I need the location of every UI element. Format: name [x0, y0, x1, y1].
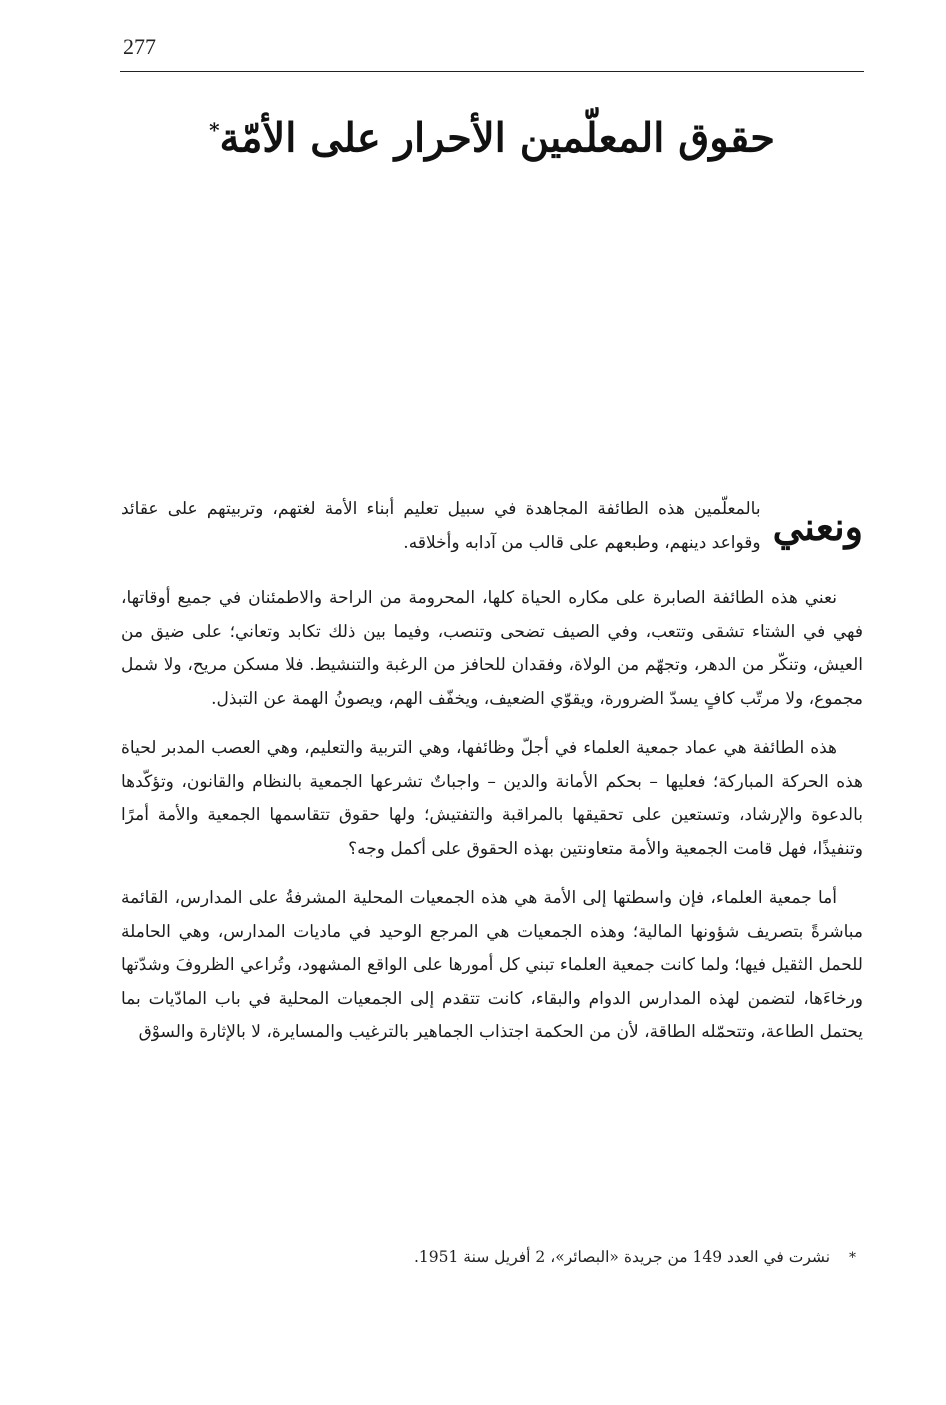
page-number: 277 — [123, 34, 156, 59]
footnote-text: نشرت في العدد 149 من جريدة «البصائر»، 2 أفريل سنة 1951. — [413, 1248, 831, 1266]
footnote — [120, 1242, 856, 1273]
lead-block — [121, 493, 863, 560]
article-title — [120, 100, 864, 168]
paragraph-1: نعني هذه الطائفة الصابرة على مكاره الحياة كلها، المحرومة من الراحة والاطمئنان في جميع أوقاتها، فهي في الشتاء تشقى وتتعب، وفي الصيف تضحى وتنصب، وفيما بين ذلك تكابد وتعاني؛ على ضيق من العيش، وتنكّر من الدهر، وتجهّم من الولاة، وفقدان للحافز من الرغبة والتنشيط. فلا مسكن مريح، ولا شمل مجموع، ولا مرتّب كافٍ يسدّ الضرورة، ويقوّي الضعيف، ويخفّف الهم، ويصونُ الهمة عن التبذل. — [121, 588, 863, 709]
header-rule — [120, 71, 864, 72]
footnote-mark: * — [849, 1250, 856, 1266]
lead-word: ونعني — [772, 504, 863, 549]
paragraph-2: هذه الطائفة هي عماد جمعية العلماء في أجلّ وظائفها، وهي التربية والتعليم، وهي العصب المدبر لحياة هذه الحركة المباركة؛ فعليها – بحكم الأمانة والدين – واجباتٌ تشرعها الجمعية بالنظام والقانون، وتؤكّدها بالدعوة والإرشاد، وتستعين على تحقيقها بالمراقبة والتفتيش؛ ولها حقوق تتقاسمها الجمعية والأمة أمرًا وتنفيذًا، فهل قامت الجمعية والأمة متعاونتين بهذه الحقوق على أكمل وجه؟ — [121, 738, 863, 859]
lead-text: بالمعلّمين هذه الطائفة المجاهدة في سبيل تعليم أبناء الأمة لغتهم، وتربيتهم على عقائد وقواعد دينهم، وطبعهم على قالب من آدابه وأخلاقه. — [121, 499, 761, 553]
article-title-text: حقوق المعلّمين الأحرار على الأمّة — [219, 114, 775, 162]
paragraph-3: أما جمعية العلماء، فإن واسطتها إلى الأمة هي هذه الجمعيات المحلية المشرفةُ على المدارس، القائمة مباشرةً بتصريف شؤونها المالية؛ وهذه الجمعيات هي المرجع الوحيد في ماديات المدارس، وهي الحاملة للحمل الثقيل فيها؛ ولما كانت جمعية العلماء تبني كل أمورها على الواقع المشهود، وتُراعي الظروفَ وشدّتها ورخاءَها، لتضمن لهذه المدارس الدوام والبقاء، كانت تتقدم إلى الجمعيات المحلية في باب المادّيات بما يحتمل الطاعة، وتتحمّله الطاقة، لأن من الحكمة اجتذاب الجماهير بالترغيب والمسايرة، لا بالإثارة والسوْق — [121, 888, 863, 1042]
title-footnote-marker: * — [209, 118, 220, 142]
article-body — [121, 493, 863, 1066]
